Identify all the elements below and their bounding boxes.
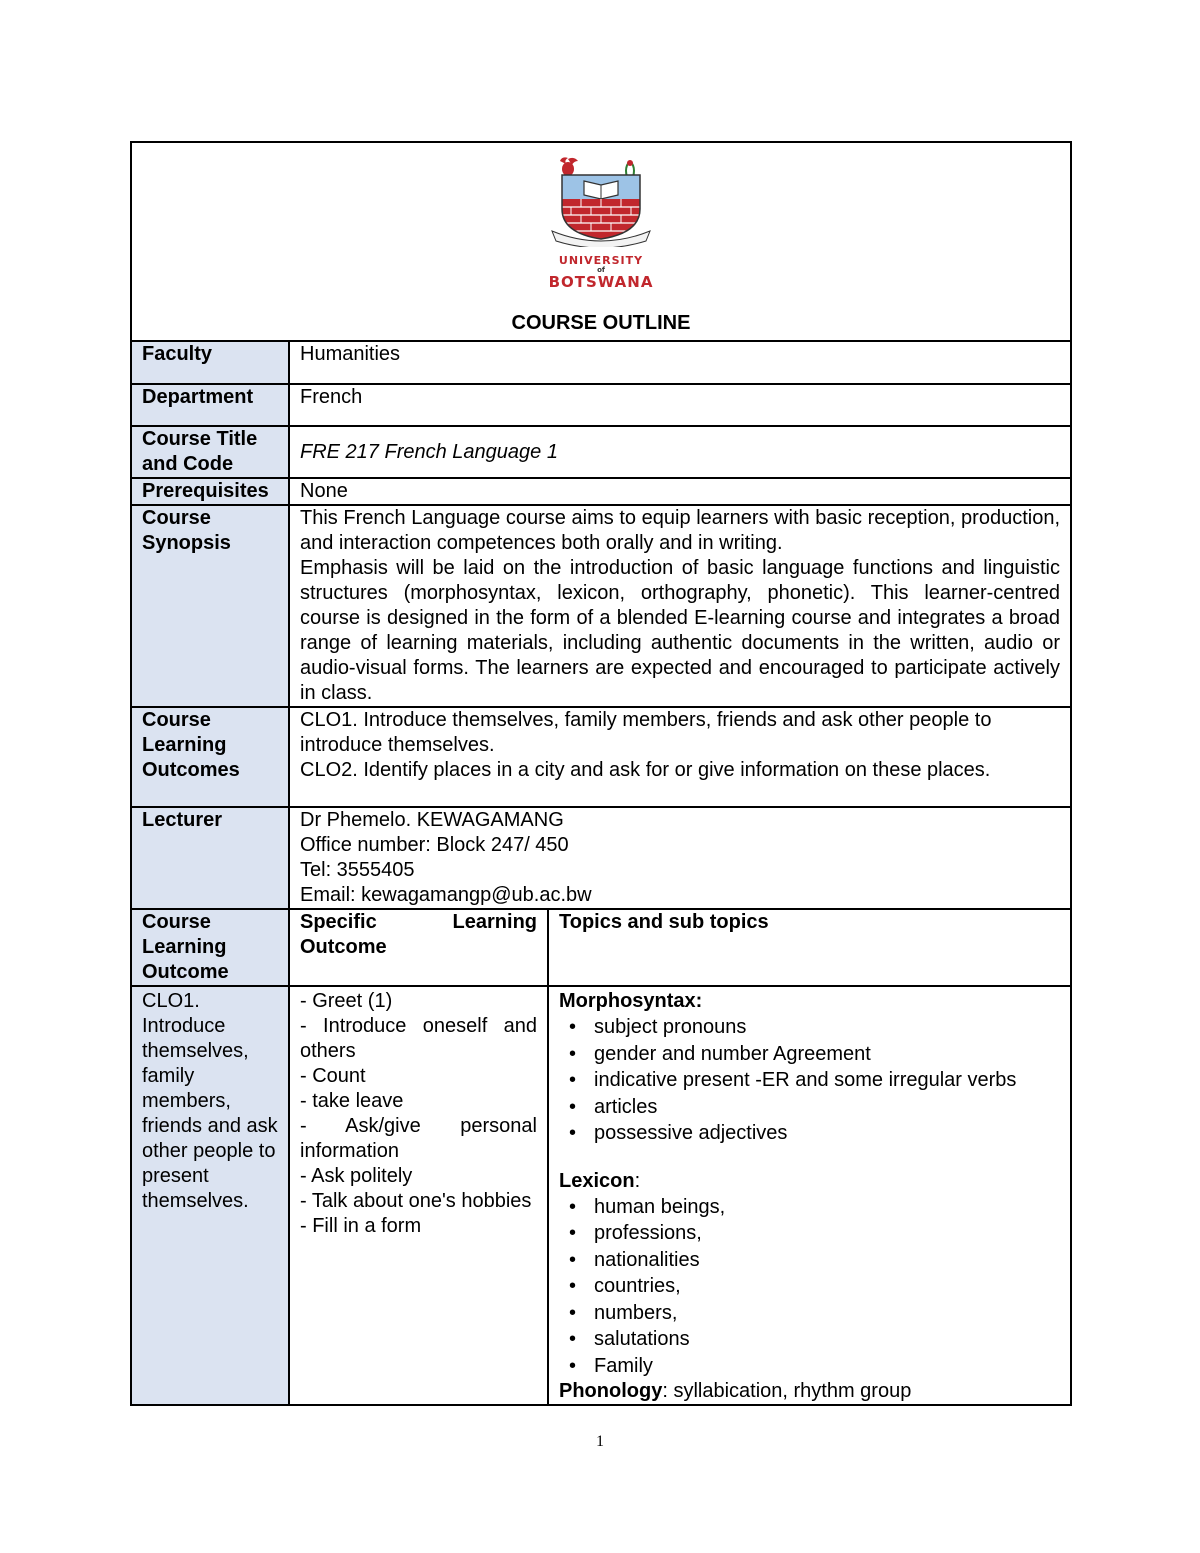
course-title-label: Course Title and Code [131, 426, 289, 478]
col-header-specific-word2: Learning [452, 911, 537, 933]
specific-item: - Count [300, 1065, 366, 1087]
list-item: • Family [569, 1353, 1060, 1380]
specific-item: - Introduce oneself and others [300, 1015, 537, 1062]
synopsis-text [289, 505, 1071, 707]
lecturer-row [131, 807, 1071, 909]
course-title-row [131, 426, 1071, 478]
list-item: • gender and number Agreement [569, 1041, 1060, 1068]
course-title-value: FRE 217 French Language 1 [289, 426, 1071, 478]
clo1-row [131, 986, 1071, 1405]
course-outline-table [130, 141, 1072, 1406]
header-row [131, 142, 1071, 341]
list-item: • subject pronouns [569, 1014, 1060, 1041]
specific-item: - Fill in a form [300, 1215, 422, 1237]
synopsis-row [131, 505, 1071, 707]
department-row [131, 384, 1071, 426]
specific-item: - Ask/give personal information [300, 1115, 537, 1162]
faculty-value: Humanities [289, 341, 1071, 384]
lexicon-list [559, 1194, 1060, 1380]
list-item: • possessive adjectives [569, 1120, 1060, 1147]
clo1-specific-outcomes [289, 986, 548, 1405]
lecturer-email: Email: kewagamangp@ub.ac.bw [300, 884, 592, 906]
lecturer-office: Office number: Block 247/ 450 [300, 834, 569, 856]
synopsis-label: Course Synopsis [131, 505, 289, 707]
specific-item: - take leave [300, 1090, 404, 1112]
col-header-outcome: Course Learning Outcome [131, 909, 289, 986]
faculty-row [131, 341, 1071, 384]
page-title: COURSE OUTLINE [511, 312, 691, 334]
list-item: • indicative present -ER and some irregular verbs [569, 1067, 1060, 1094]
lecturer-details [289, 807, 1071, 909]
clo1-outcome: CLO1. Introduce themselves, family members, friends and ask other people to present themselves. [131, 986, 289, 1405]
lecturer-label: Lecturer [131, 807, 289, 909]
prerequisites-value: None [289, 478, 1071, 505]
outcome-clo2: CLO2. Identify places in a city and ask for or give information on these places. [300, 759, 991, 781]
list-item: • professions, [569, 1220, 1060, 1247]
phonology-line [559, 1379, 1060, 1404]
university-crest-icon [546, 155, 656, 247]
lexicon-heading: Lexicon: [559, 1169, 641, 1192]
list-item: • countries, [569, 1273, 1060, 1300]
outcomes-label: Course Learning Outcomes [131, 707, 289, 807]
morphosyntax-list [559, 1014, 1060, 1147]
prerequisites-label: Prerequisites [131, 478, 289, 505]
university-line1: UNIVERSITY [558, 254, 644, 267]
department-value: French [289, 384, 1071, 426]
column-header-row [131, 909, 1071, 986]
morphosyntax-heading: Morphosyntax: [559, 990, 703, 1012]
page-number: 1 [596, 1433, 604, 1450]
col-header-specific-word1: Specific [300, 911, 377, 933]
lecturer-name: Dr Phemelo. KEWAGAMANG [300, 809, 564, 831]
specific-item: - Ask politely [300, 1165, 413, 1187]
synopsis-paragraph-2: Emphasis will be laid on the introduction of basic language functions and linguistic structures (morphosyntax, lexicon, orthography, phonetic). This learner-centred course is designed in the form of a blended E-learning course and integrates a broad range of learning materials, including authentic documents in the written, audio or audio-visual forms. The learners are expected and encouraged to participate actively in class. [300, 557, 1060, 704]
lexicon-label: Lexicon [559, 1169, 635, 1192]
specific-item: - Talk about one's hobbies [300, 1190, 532, 1212]
outcome-clo1: CLO1. Introduce themselves, family members, friends and ask other people to introduce themselves. [300, 709, 992, 756]
col-header-topics: Topics and sub topics [548, 909, 1071, 986]
col-header-specific-word3: Outcome [300, 936, 387, 958]
faculty-label: Faculty [131, 341, 289, 384]
list-item: • articles [569, 1094, 1060, 1121]
list-item: • numbers, [569, 1300, 1060, 1327]
lecturer-tel: Tel: 3555405 [300, 859, 415, 881]
header-cell [131, 142, 1071, 341]
university-logo [546, 155, 656, 291]
department-label: Department [131, 384, 289, 426]
phonology-label: Phonology [559, 1380, 663, 1402]
clo1-topics [548, 986, 1071, 1405]
col-header-specific [289, 909, 548, 986]
synopsis-paragraph-1: This French Language course aims to equip learners with basic reception, production, and interaction competences both orally and in writing. [300, 507, 1060, 554]
outcomes-text [289, 707, 1071, 807]
list-item: • salutations [569, 1326, 1060, 1353]
phonology-text: : syllabication, rhythm group [662, 1380, 912, 1402]
prerequisites-row [131, 478, 1071, 505]
specific-item: - Greet (1) [300, 990, 393, 1012]
university-of: of [597, 266, 605, 274]
university-line2: BOTSWANA [548, 273, 654, 291]
list-item: • human beings, [569, 1194, 1060, 1221]
list-item: • nationalities [569, 1247, 1060, 1274]
outcomes-row [131, 707, 1071, 807]
